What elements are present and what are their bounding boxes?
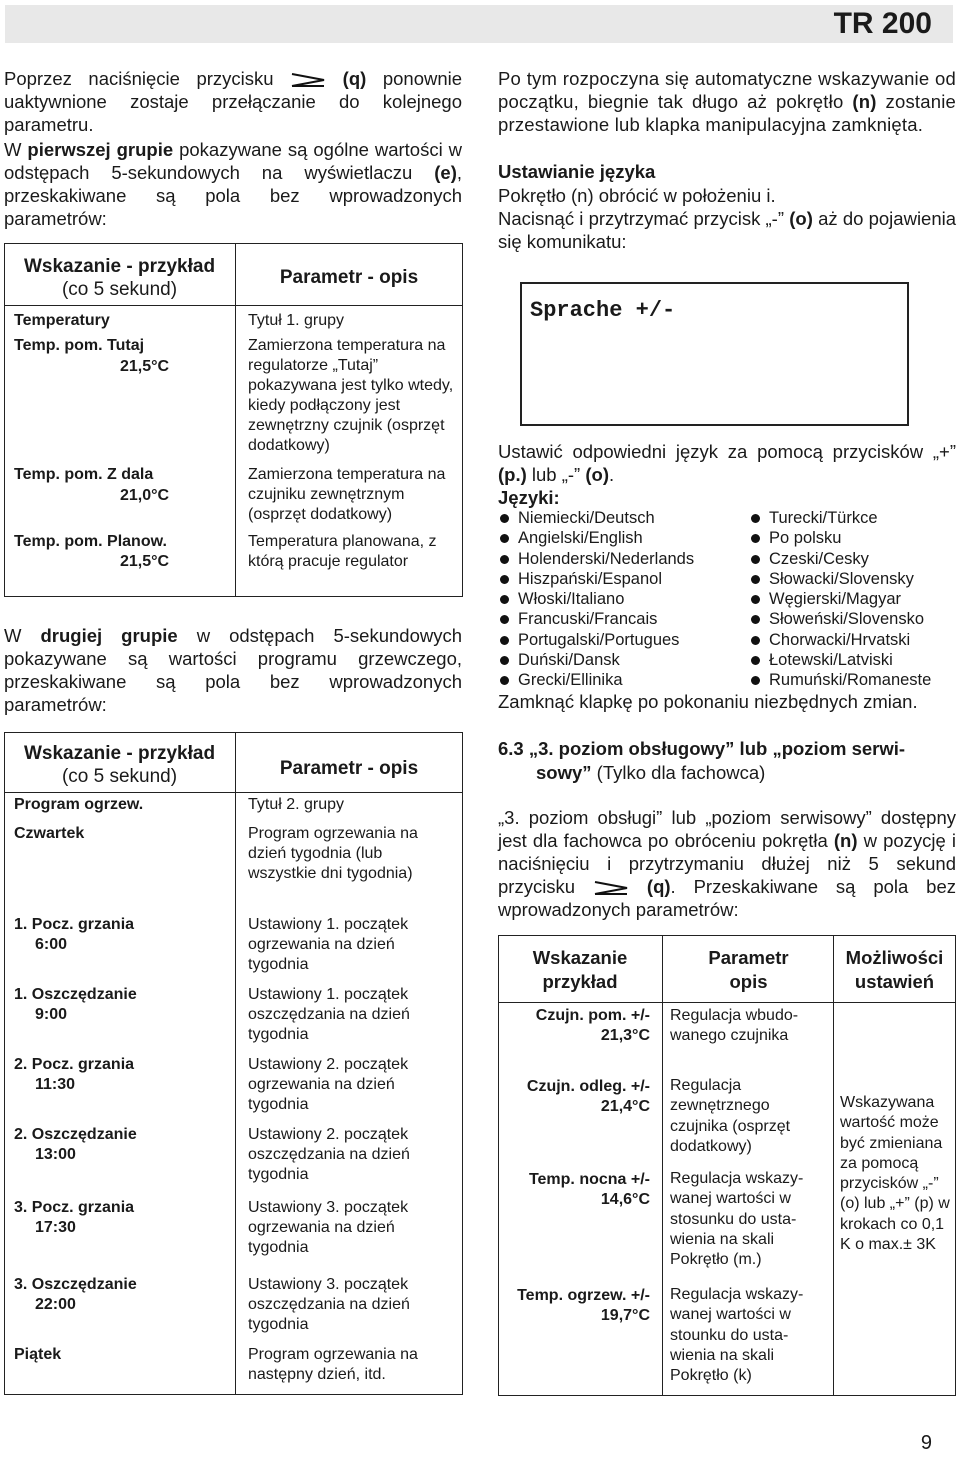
next-button-icon (290, 72, 326, 88)
table3-row-indication: Czujn. odleg. +/- 21,4°C (526, 1078, 650, 1115)
list-item: Chorwacki/Hrvatski (749, 630, 959, 650)
table1-row-value: 21,5°C (120, 358, 170, 375)
bullet-icon (751, 514, 760, 523)
table2-row-label: Piątek (14, 1346, 62, 1363)
table3-options-text: Wskazywana wartość może być zmieniana za pomocą przycisków „-” (o) lub „+” (p) w krokach co 0,1 K o max.± 3K (840, 1094, 950, 1254)
table1-row-desc: Zamierzona temperatura na regulatorze „Tutaj” pokazywana jest tylko wtedy, kiedy podłączony jest zewnętrzny czujnik (osprzęt dodatkowy) (248, 337, 454, 454)
table2-row-label: 1. Pocz. grzania (14, 916, 135, 933)
languages-list-right (749, 508, 959, 691)
table2-row-value: 13:00 (35, 1146, 76, 1163)
table2-row-label: Program ogrzew. (14, 796, 144, 813)
next-button-icon (593, 880, 629, 896)
language-heading: Ustawianie języka (498, 161, 656, 182)
table2-row-label: 3. Oszczędzanie (14, 1276, 137, 1293)
table-divider (235, 243, 236, 597)
table2-row-desc: Ustawiony 3. początek ogrzewania na dzień tygodnia (248, 1199, 409, 1256)
table3-row-indication: Temp. ogrzew. +/- 19,7°C (517, 1287, 650, 1324)
language-step-2: Nacisnąć i przytrzymać przycisk „-” (o) aż do pojawienia się komunikatu: (498, 208, 957, 252)
table2-row-label: 2. Oszczędzanie (14, 1126, 137, 1143)
display-text: Sprache +/- (530, 298, 676, 323)
table3-row-desc: Regulacja zewnętrznego czujnika (osprzęt dodatkowy) (670, 1077, 791, 1155)
table2-row-desc: Program ogrzewania na następny dzień, itd. (248, 1346, 418, 1383)
bullet-icon (500, 575, 509, 584)
list-item: Angielski/English (498, 528, 738, 548)
table2-row-desc: Program ogrzewania na dzień tygodnia (lub wszystkie dni tygodnia) (248, 825, 418, 882)
list-item: Po polsku (749, 528, 959, 548)
table1-row-desc: Tytuł 1. grupy (248, 312, 345, 329)
list-item: Niemiecki/Deutsch (498, 508, 738, 528)
second-group-paragraph: W drugiej grupie w odstępach 5-sekundowych pokazywane są wartości programu grzewczego, przeskakiwane są pola bez wprowadzonych parametrów: (4, 625, 463, 715)
list-item: Czeski/Cesky (749, 549, 959, 569)
intro-paragraph-1: Poprzez naciśnięcie przycisku (q) ponownie uaktywnione zostaje przełączanie do kolejnego parametru. (4, 68, 463, 135)
language-step-1: Pokrętło (n) obrócić w położeniu i. (498, 185, 776, 206)
bullet-icon (751, 595, 760, 604)
list-item: Portugalski/Portugues (498, 630, 738, 650)
table1-row-label: Temperatury (14, 312, 110, 329)
table-divider (4, 792, 463, 793)
list-item: Łotewski/Latviski (749, 650, 959, 670)
bullet-icon (751, 555, 760, 564)
language-step-3: Ustawić odpowiedni język za pomocą przycisków „+” (p.) lub „-” (o). (498, 441, 956, 485)
languages-heading: Języki: (498, 487, 560, 508)
table1-row-label: Temp. pom. Planow. (14, 533, 167, 550)
service-level-paragraph: „3. poziom obsługi” lub „poziom serwisowy” dostępny jest dla fachowca po obróceniu pokrętła (n) w pozycję i naciśnięciu i przytrzymaniu dłużej niż 5 sekund przycisku (q). Przeskakiwane są pola bez wprowadzonych parametrów: (498, 807, 957, 920)
bullet-icon (751, 656, 760, 665)
table-divider (4, 305, 463, 306)
bullet-icon (500, 555, 509, 564)
header-bar (5, 5, 953, 43)
bullet-icon (500, 676, 509, 685)
bullet-icon (500, 534, 509, 543)
table1-row-value: 21,0°C (120, 487, 170, 504)
table1-row-label: Temp. pom. Tutaj (14, 337, 145, 354)
bullet-icon (500, 595, 509, 604)
table1-row-desc: Temperatura planowana, z którą pracuje regulator (248, 533, 437, 570)
table2-row-label: 1. Oszczędzanie (14, 986, 137, 1003)
table1-head-left: Wskazanie - przykład (co 5 sekund) (23, 256, 216, 300)
table-divider (662, 935, 663, 1396)
table3-row-desc: Regulacja wskazy- wanej wartości w stosunku do usta- wienia na skali Pokrętło (m.) (670, 1170, 804, 1269)
table3-head-options: Możliwości ustawień (845, 947, 944, 992)
intro-paragraph-2: W pierwszej grupie pokazywane są ogólne wartości w odstępach 5-sekundowych na wyświetlaczu (e), przeskakiwane są pola bez wprowadzonych parametrów: (4, 139, 463, 229)
list-item: Węgierski/Magyar (749, 589, 959, 609)
list-item: Duński/Dansk (498, 650, 738, 670)
bullet-icon (751, 575, 760, 584)
table3-row-indication: Temp. nocna +/- 14,6°C (528, 1171, 650, 1208)
table2-row-desc: Ustawiony 1. początek ogrzewania na dzień tygodnia (248, 916, 409, 973)
table2-row-label: Czwartek (14, 825, 85, 842)
table1-row-label: Temp. pom. Z dala (14, 466, 154, 483)
bullet-icon (500, 514, 509, 523)
table2-row-desc: Tytuł 2. grupy (248, 796, 345, 813)
table2-row-value: 9:00 (35, 1006, 68, 1023)
table3-row-desc: Regulacja wbudo- wanego czujnika (670, 1007, 799, 1045)
table2-row-value: 22:00 (35, 1296, 76, 1313)
table2-row-desc: Ustawiony 2. początek ogrzewania na dzień tygodnia (248, 1056, 409, 1113)
list-item: Turecki/Türkce (749, 508, 959, 528)
table-divider (833, 935, 834, 1396)
list-item: Słowacki/Slovensky (749, 569, 959, 589)
table2-head-right: Parametr - opis (279, 758, 419, 779)
page-title: TR 200 (833, 7, 932, 40)
list-item: Francuski/Francais (498, 609, 738, 629)
table2-row-value: 11:30 (35, 1076, 76, 1093)
list-item: Rumuński/Romaneste (749, 670, 959, 690)
table2-row-label: 3. Pocz. grzania (14, 1199, 135, 1216)
bullet-icon (751, 676, 760, 685)
languages-list-left (498, 508, 738, 691)
page-number: 9 (920, 1432, 932, 1454)
list-item: Słoweński/Slovensko (749, 609, 959, 629)
section-6-3-heading: 6.3 „3. poziom obsługowy” lub „poziom serwi- sowy” (Tylko dla fachowca) (498, 738, 906, 783)
table2-row-label: 2. Pocz. grzania (14, 1056, 135, 1073)
bullet-icon (500, 615, 509, 624)
table-divider (235, 732, 236, 1395)
bullet-icon (500, 656, 509, 665)
bullet-icon (500, 636, 509, 645)
list-item: Hiszpański/Espanol (498, 569, 738, 589)
list-item: Grecki/Ellinika (498, 670, 738, 690)
table2-row-desc: Ustawiony 3. początek oszczędzania na dzień tygodnia (248, 1276, 410, 1333)
table3-head-parameter: Parametr opis (708, 947, 789, 992)
table3-row-indication: Czujn. pom. +/- 21,3°C (535, 1007, 650, 1044)
list-item: Włoski/Italiano (498, 589, 738, 609)
table1-head-right: Parametr - opis (279, 267, 419, 288)
bullet-icon (751, 636, 760, 645)
close-flap-text: Zamknąć klapkę po pokonaniu niezbędnych zmian. (498, 691, 918, 712)
list-item: Holenderski/Nederlands (498, 549, 738, 569)
table1-row-value: 21,5°C (120, 553, 170, 570)
table3-head-indication: Wskazanie przykład (532, 947, 628, 992)
table2-head-left: Wskazanie - przykład (co 5 sekund) (23, 743, 216, 787)
display-screen (520, 282, 909, 426)
bullet-icon (751, 615, 760, 624)
bullet-icon (751, 534, 760, 543)
auto-display-paragraph: Po tym rozpoczyna się automatyczne wskazywanie od początku, biegnie tak długo aż pokrętło (n) zostanie przestawione lub klapka manipulacyjna zamknięta. (498, 68, 957, 135)
table2-row-desc: Ustawiony 1. początek oszczędzania na dzień tygodnia (248, 986, 410, 1043)
table-divider (498, 1002, 956, 1003)
table2-row-value: 17:30 (35, 1219, 76, 1236)
table2-row-desc: Ustawiony 2. początek oszczędzania na dzień tygodnia (248, 1126, 410, 1183)
table1-row-desc: Zamierzona temperatura na czujniku zewnętrznym (osprzęt dodatkowy) (248, 466, 446, 523)
table3-row-desc: Regulacja wskazy- wanej wartości w stounku do usta- wienia na skali Pokrętło (k) (670, 1286, 804, 1385)
table2-row-value: 6:00 (35, 936, 68, 953)
